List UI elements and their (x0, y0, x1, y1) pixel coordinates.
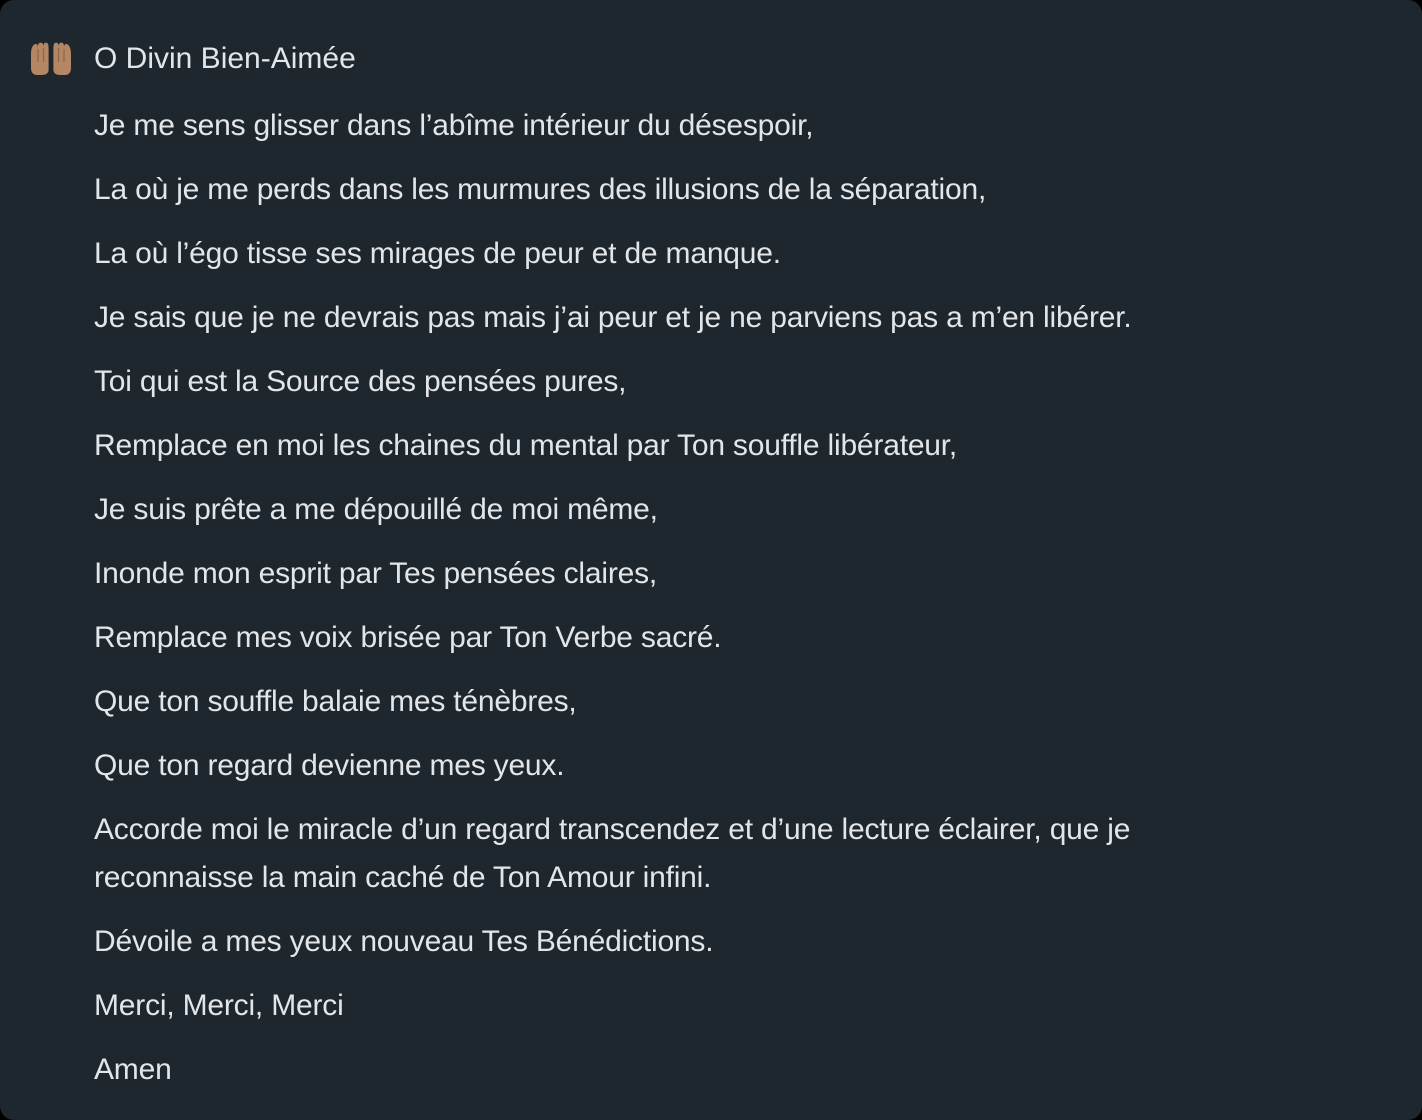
prayer-line: Je me sens glisser dans l’abîme intérieur du désespoir, (94, 109, 814, 142)
prayer-line: La où je me perds dans les murmures des illusions de la séparation, (94, 173, 987, 206)
prayer-line: Je sais que je ne devrais pas mais j’ai peur et je ne parviens pas a m’en libérer. (94, 301, 1132, 334)
prayer-line: Amen (94, 1053, 172, 1086)
message-body (94, 38, 1274, 1110)
prayer-line: Que ton souffle balaie mes ténèbres, (94, 685, 577, 718)
prayer-line: Accorde moi le miracle d’un regard transcendez et d’une lecture éclairer, que je reconnaisse la main caché de Ton Amour infini. (94, 813, 1131, 894)
prayer-line: Je suis prête a me dépouillé de moi même, (94, 493, 658, 526)
prayer-line: La où l’égo tisse ses mirages de peur et de manque. (94, 237, 781, 270)
palms-up-together-icon-graphic (28, 40, 74, 76)
prayer-line: Remplace mes voix brisée par Ton Verbe sacré. (94, 621, 722, 654)
author-name: O Divin Bien-Aimée (94, 42, 356, 75)
prayer-line: Dévoile a mes yeux nouveau Tes Bénédictions. (94, 925, 714, 958)
prayer-line: Inonde mon esprit par Tes pensées claires, (94, 557, 658, 590)
prayer-line: Toi qui est la Source des pensées pures, (94, 365, 627, 398)
prayer-line: Que ton regard devienne mes yeux. (94, 749, 565, 782)
prayer-line: Remplace en moi les chaines du mental par Ton souffle libérateur, (94, 429, 958, 462)
prayer-line: Merci, Merci, Merci (94, 989, 344, 1022)
palms-up-together-icon (28, 40, 74, 76)
prayer-lines (94, 102, 1274, 1094)
